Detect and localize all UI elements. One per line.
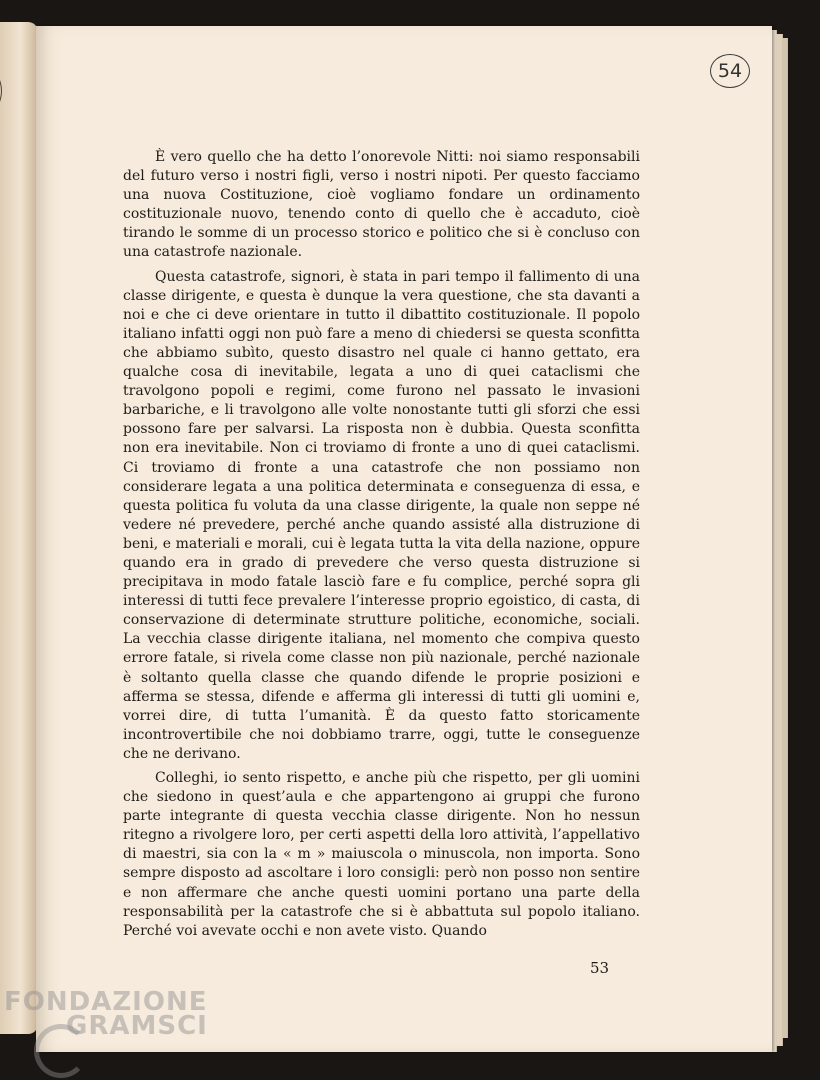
watermark-logo: [4, 987, 208, 1041]
facing-page-mark: [0, 70, 2, 112]
archive-number-stamp: 54: [710, 54, 750, 88]
watermark-line-1: FONDAZIONE: [4, 987, 208, 1017]
page-number: 53: [590, 959, 610, 977]
watermark-line-2: GRAMSCI: [66, 1011, 208, 1041]
paragraph: È vero quello che ha detto l’onorevole Nitti: noi siamo responsabili del futuro verso i nostri figli, verso i nostri nipoti. Per questo facciamo una nuova Costituzione, cioè vogliamo fondare un ordinamento costituzionale nuovo, tenendo conto di quello che è accaduto, cioè tirando le somme di un processo storico e politico che si è concluso con una catastrofe nazionale.: [123, 149, 640, 261]
book-page: [36, 26, 772, 1052]
paragraph: Questa catastrofe, signori, è stata in pari tempo il fallimento di una classe dirigente, e questa è dunque la vera questione, che sta davanti a noi e che ci deve orientare in tutto il dibattito costituzionale. Il popolo italiano infatti oggi non può fare a meno di chiedersi se questa sconfitta che abbiamo subìto, questo disastro nel quale ci hanno gettato, era qualche cosa di inevitabile, legata a uno di quei cataclismi che travolgono popoli e regimi, come furono nel passato le invasioni barbariche, e li travolgono alle volte nonostante tutti gli sforzi che essi possono fare per salvarsi. La risposta non è dubbia. Questa sconfitta non era inevitabile. Non ci troviamo di fronte a uno di quei cataclismi. Ci troviamo di fronte a una catastrofe che non possiamo non considerare legata a una politica determinata e conseguenza di essa, e questa politica fu voluta da una classe dirigente, la quale non seppe né vedere né prevedere, perché anche quando assisté alla distruzione di beni, e materiali e morali, cui è legata tutta la vita della nazione, oppure quando era in grado di prevedere che verso questa distruzione si precipitava in modo fatale lasciò fare e fu complice, perché sopra gli interessi di tutti fece prevalere l’interesse proprio egoistico, di casta, di conservazione di determinate strutture politiche, economiche, sociali. La vecchia classe dirigente italiana, nel momento che compiva questo errore fatale, si rivela come classe non più nazionale, perché nazionale è soltanto quella classe che quando difende le proprie posizioni e afferma se stessa, difende e afferma gli interessi di tutti gli uomini e, vorrei dire, di tutta l’umanità. È da questo fatto storicamente incontrovertibile che noi dobbiamo trarre, oggi, tutte le conseguenze che ne derivano.: [123, 268, 640, 762]
watermark-g-icon: [34, 1024, 88, 1078]
body-text: [123, 148, 640, 946]
paragraph: Colleghi, io sento rispetto, e anche più che rispetto, per gli uomini che siedono in quest’aula e che appartengono ai gruppi che furono parte integrante di questa vecchia classe dirigente. Non ho nessun ritegno a rivolgere loro, per certi aspetti della loro attività, l’appellativo di maestri, sia con la « m » maiuscola o minuscola, non importa. Sono sempre disposto ad ascoltare i loro consigli: però non posso non sentire e non affermare che anche questi uomini portano una parte della responsabilità per la catastrofe che si è abbattuta sul popolo italiano. Perché voi avevate occhi e non avete visto. Quando: [123, 770, 640, 939]
page-stack-edge-3: [782, 38, 788, 1038]
facing-page-edge: [0, 22, 38, 1034]
